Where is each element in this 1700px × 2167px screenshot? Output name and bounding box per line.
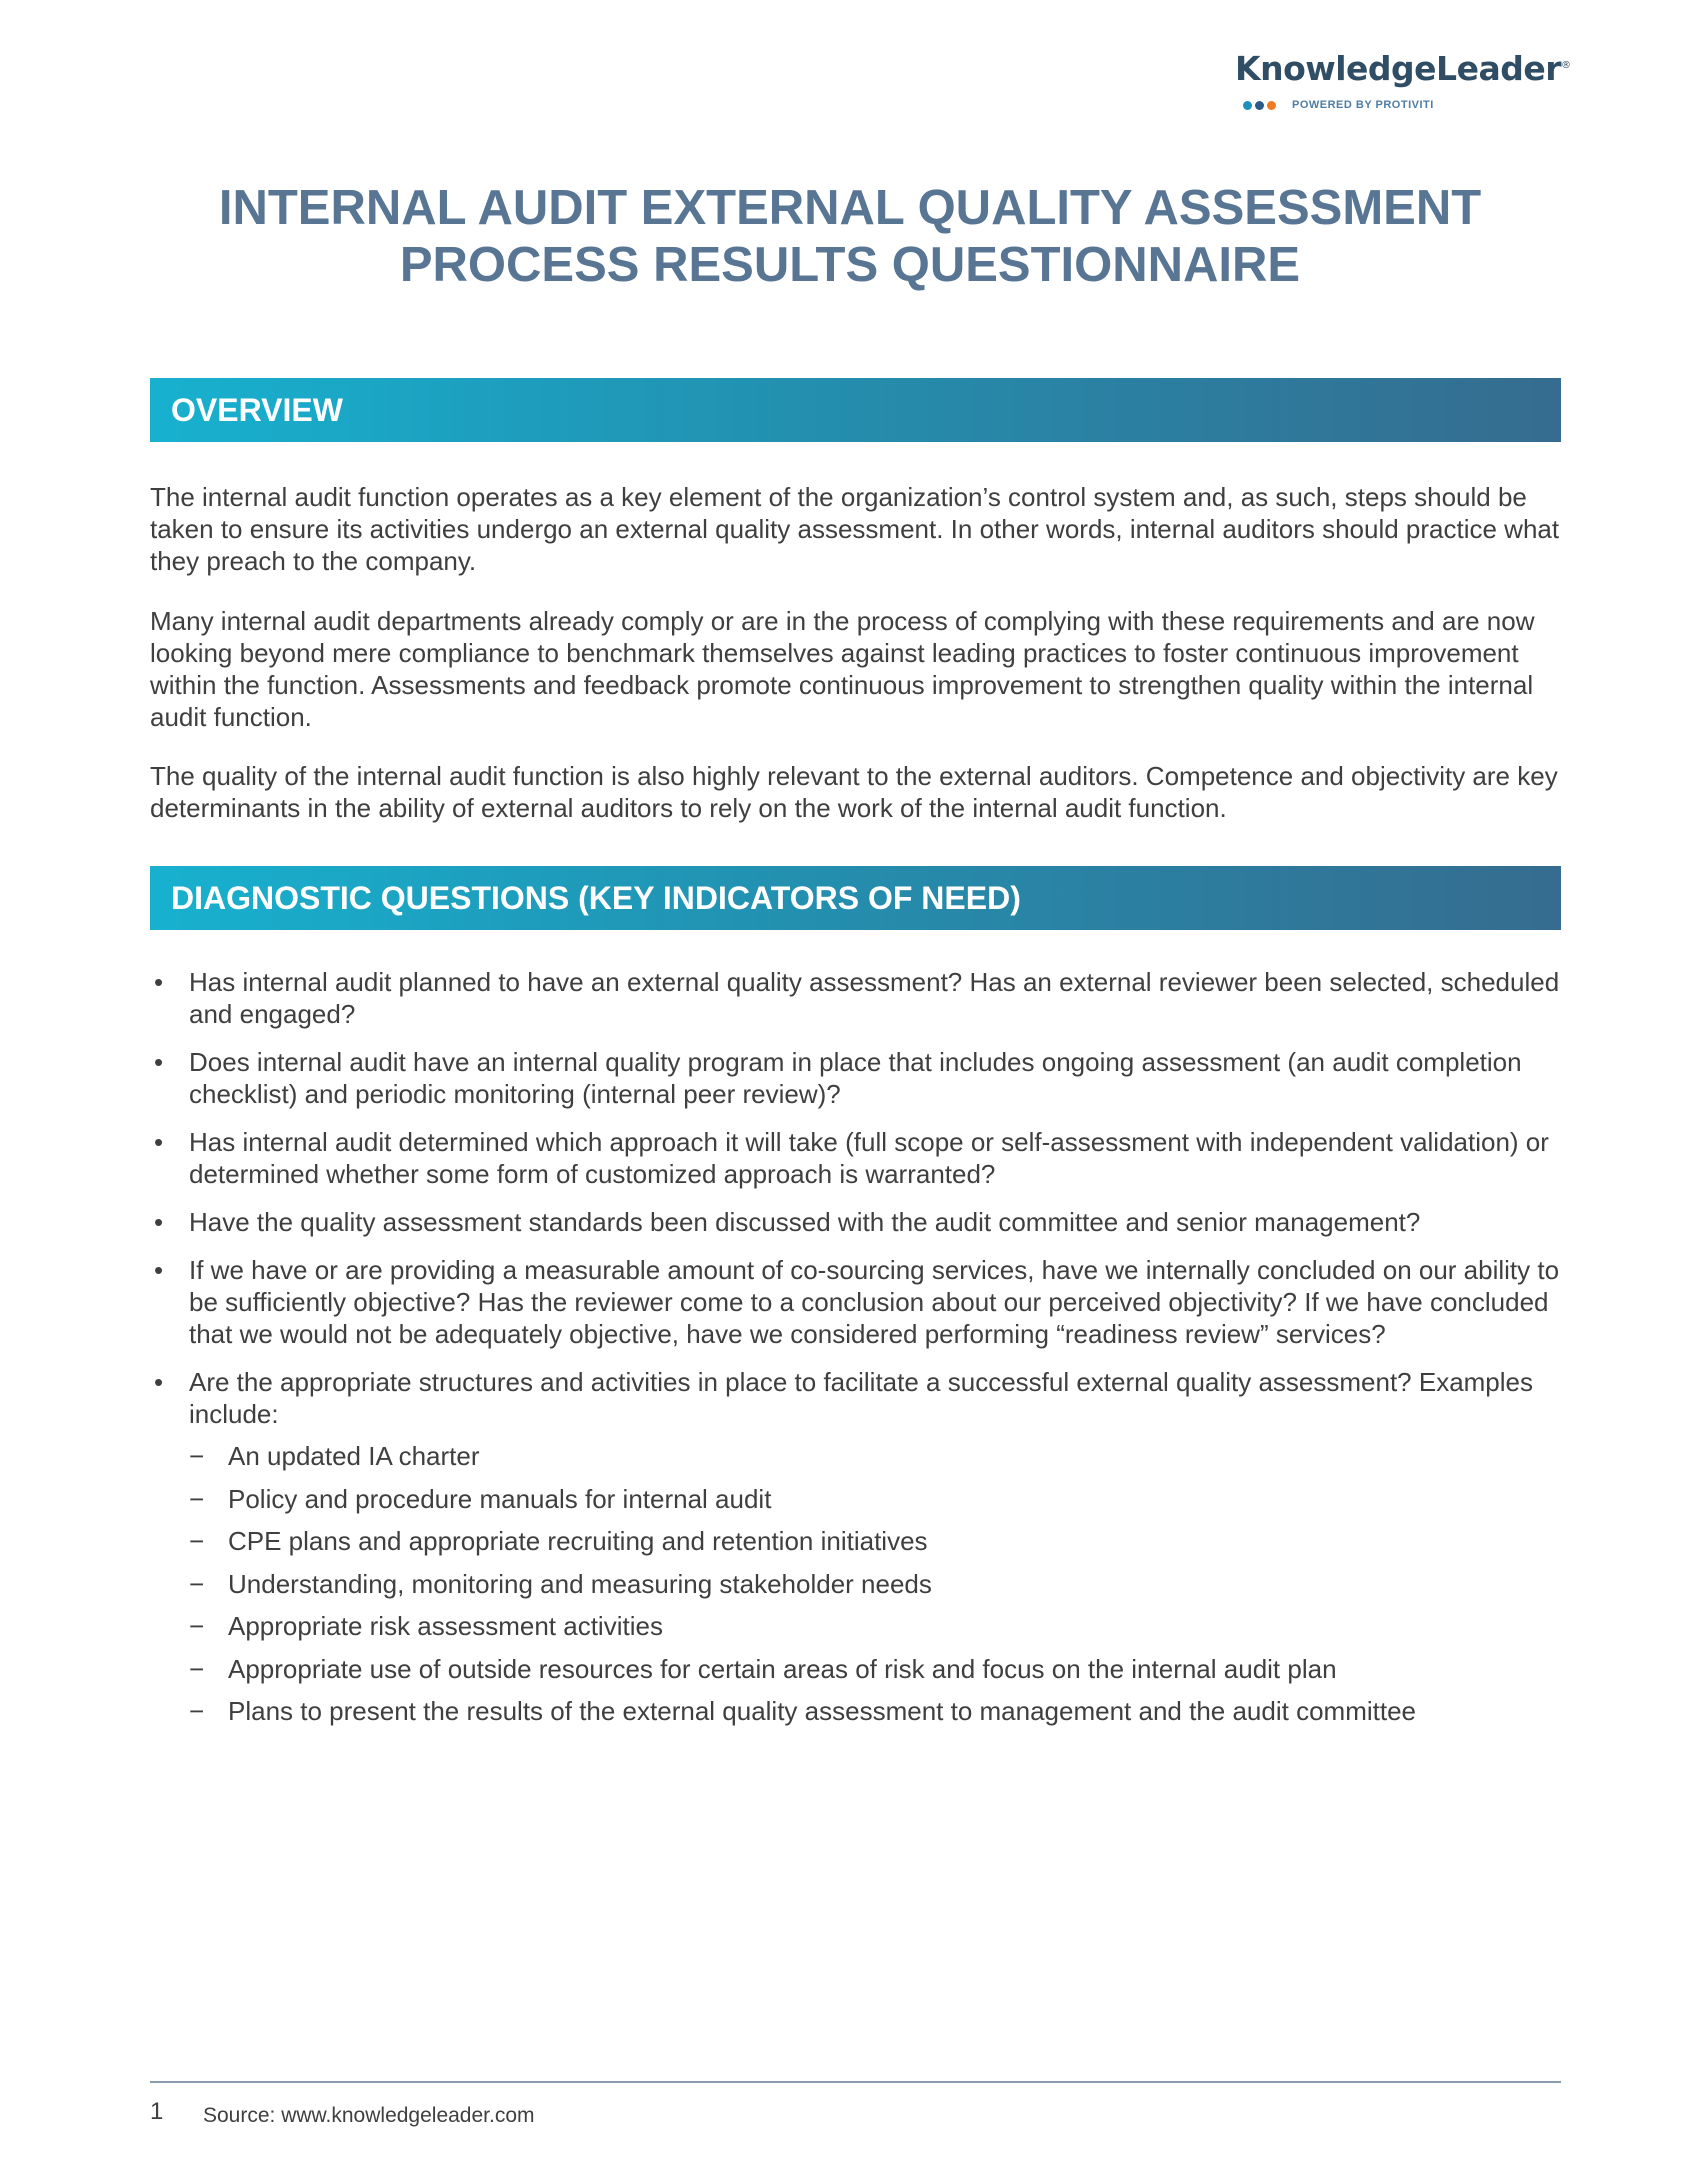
- dash-marker: −: [189, 1441, 205, 1471]
- list-item: [150, 1206, 1570, 1238]
- logo-tagline-row: [1235, 99, 1565, 111]
- list-item: [150, 966, 1570, 1030]
- example-text: Understanding, monitoring and measuring stakeholder needs: [228, 1568, 932, 1599]
- overview-heading: OVERVIEW: [150, 378, 1561, 442]
- logo-wordmark: KnowledgeLeader®: [1235, 49, 1571, 88]
- example-text: An updated IA charter: [228, 1441, 480, 1471]
- list-item: [189, 1610, 1570, 1642]
- trademark-symbol: ®: [1561, 60, 1571, 71]
- logo-dots-icon: [1243, 101, 1276, 110]
- logo-dot-navy: [1255, 101, 1264, 110]
- overview-paragraph-1: The internal audit function operates as a key element of the organization’s control system and, as such, steps should be taken to ensure its activities undergo an external quality assessment. In other words, internal auditors should practice what they preach to the company.: [150, 482, 1560, 576]
- footer-divider: [150, 2081, 1561, 2083]
- examples-list: [189, 1440, 1570, 1727]
- bullet-marker: •: [154, 1127, 164, 1157]
- bullet-marker: •: [154, 967, 164, 997]
- question-text: Have the quality assessment standards been discussed with the audit committee and senior management?: [189, 1207, 1421, 1237]
- dash-marker: −: [189, 1611, 205, 1641]
- list-item: [150, 1126, 1570, 1190]
- dash-marker: −: [189, 1696, 205, 1726]
- bullet-marker: •: [154, 1255, 164, 1285]
- list-item: [189, 1695, 1570, 1727]
- example-text: Policy and procedure manuals for internal audit: [228, 1483, 772, 1514]
- dash-marker: −: [189, 1653, 205, 1684]
- document-title: [150, 180, 1550, 294]
- diagnostic-questions-heading: DIAGNOSTIC QUESTIONS (KEY INDICATORS OF NEED): [150, 866, 1561, 930]
- list-item: [189, 1440, 1570, 1472]
- diagnostic-questions-list: [150, 966, 1570, 1743]
- dash-marker: −: [189, 1526, 205, 1556]
- question-text: If we have or are providing a measurable amount of co-sourcing services, have we internally concluded on our ability to be sufficiently objective? Has the reviewer come to a conclusion about our perceived objectivity? If we have concluded that we would not be adequately objective, have we considered performing “readiness review” services?: [189, 1255, 1560, 1349]
- overview-paragraph-2: Many internal audit departments already comply or are in the process of complying with these requirements and are now looking beyond mere compliance to benchmark themselves against leading practices to foster continuous improvement within the function. Assessments and feedback promote continuous improvement to strengthen quality within the internal audit function.: [150, 606, 1535, 732]
- list-item: [189, 1483, 1570, 1515]
- list-item: [189, 1653, 1570, 1685]
- question-text: Are the appropriate structures and activities in place to facilitate a successful external quality assessment? Examples include:: [189, 1367, 1534, 1429]
- example-text: CPE plans and appropriate recruiting and retention initiatives: [228, 1526, 928, 1556]
- bullet-marker: •: [154, 1207, 164, 1237]
- bullet-marker: •: [154, 1367, 164, 1397]
- question-text: Has internal audit determined which approach it will take (full scope or self-assessment with independent validation) or determined whether some form of customized approach is warranted?: [189, 1127, 1549, 1189]
- list-item: [150, 1366, 1570, 1727]
- list-item: [150, 1046, 1570, 1110]
- bullet-marker: •: [154, 1047, 164, 1077]
- list-item: [150, 1254, 1570, 1350]
- example-text: Appropriate use of outside resources for certain areas of risk and focus on the internal audit plan: [228, 1653, 1337, 1684]
- footer-source: Source: www.knowledgeleader.com: [203, 2104, 535, 2127]
- dash-marker: −: [189, 1568, 205, 1599]
- document-title-line-1: INTERNAL AUDIT EXTERNAL QUALITY ASSESSMENT: [218, 181, 1482, 235]
- question-text: Does internal audit have an internal quality program in place that includes ongoing assessment (an audit completion checklist) and periodic monitoring (internal peer review)?: [189, 1047, 1522, 1109]
- example-text: Plans to present the results of the external quality assessment to management and the audit committee: [228, 1696, 1416, 1726]
- logo-powered-by: POWERED BY PROTIVITI: [1292, 99, 1434, 111]
- document-title-line-2: PROCESS RESULTS QUESTIONNAIRE: [399, 238, 1301, 292]
- dash-marker: −: [189, 1483, 205, 1514]
- page-number: 1: [150, 2098, 164, 2125]
- overview-paragraph-3: The quality of the internal audit function is also highly relevant to the external auditors. Competence and objectivity are key determinants in the ability of external auditors to rely on the work of the internal audit function.: [150, 761, 1558, 823]
- logo-dot-orange: [1267, 101, 1276, 110]
- list-item: [189, 1525, 1570, 1557]
- example-text: Appropriate risk assessment activities: [228, 1611, 663, 1641]
- question-text: Has internal audit planned to have an external quality assessment? Has an external reviewer been selected, scheduled and engaged?: [189, 967, 1560, 1029]
- list-item: [189, 1568, 1570, 1600]
- knowledgeleader-logo: [1235, 49, 1571, 111]
- logo-dot-blue: [1243, 101, 1252, 110]
